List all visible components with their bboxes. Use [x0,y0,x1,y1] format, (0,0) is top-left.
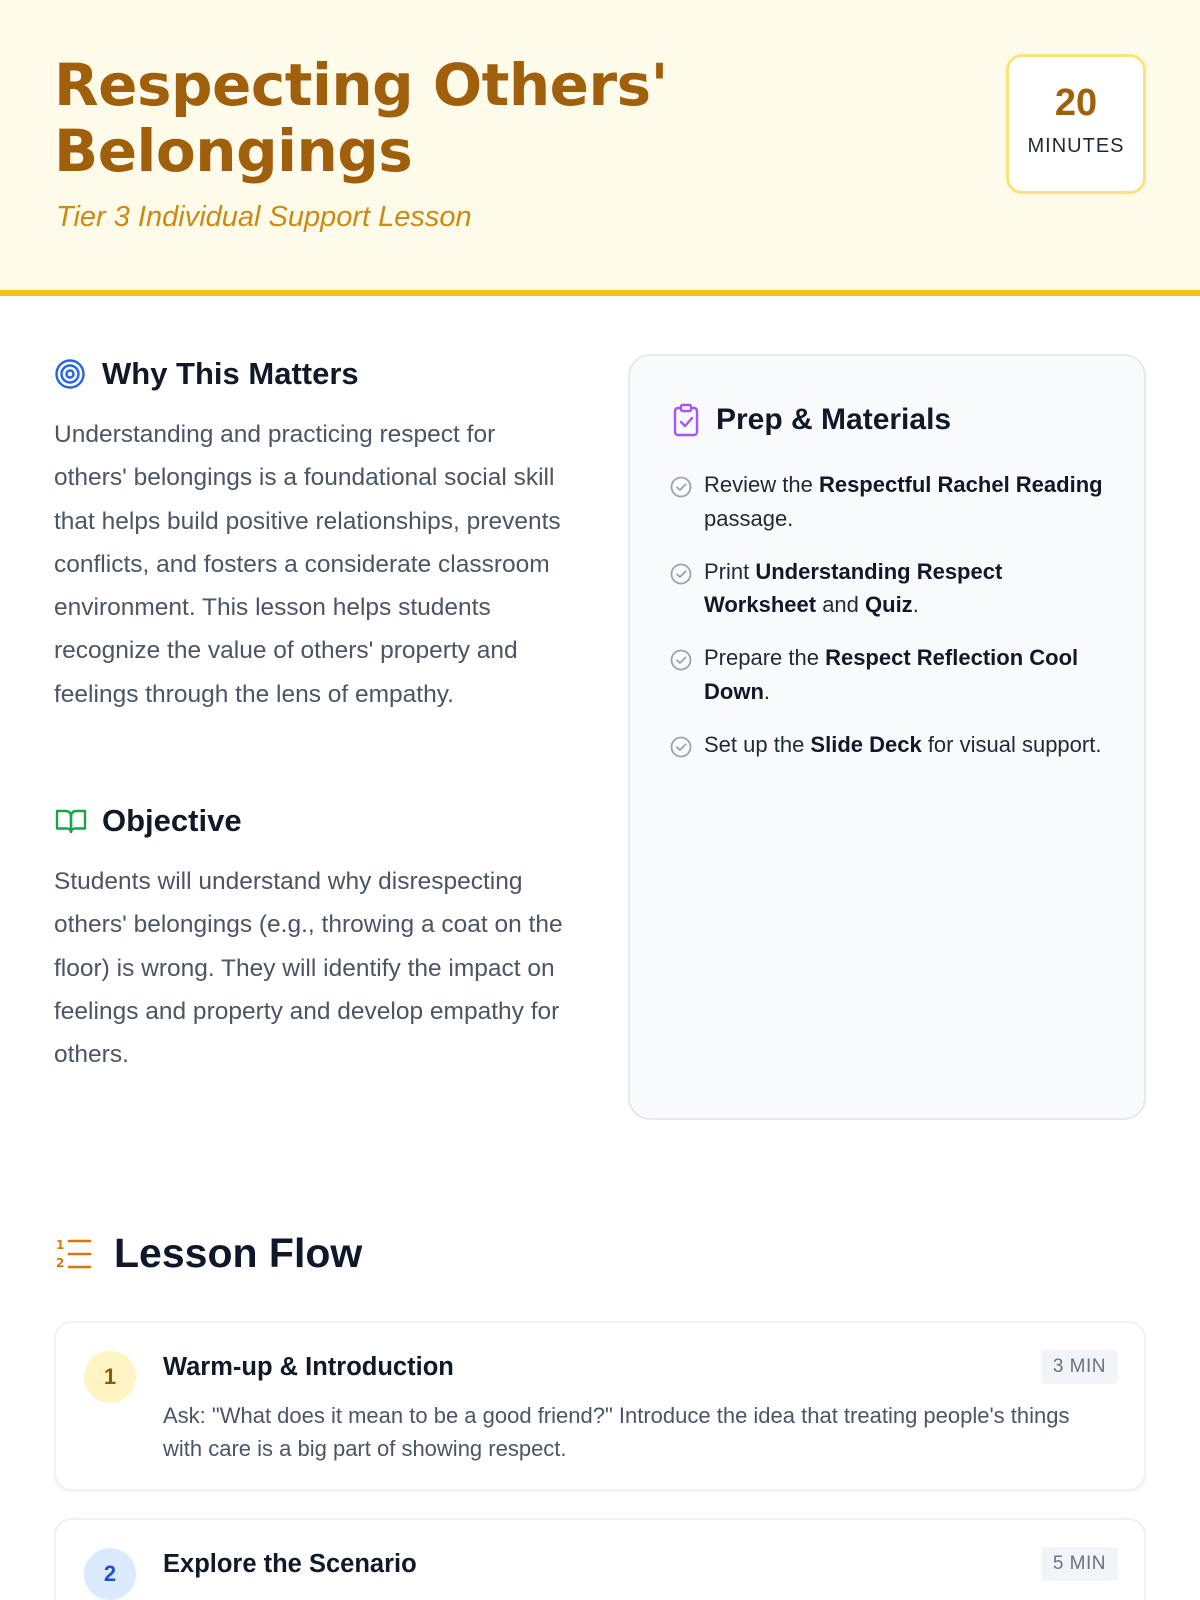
lesson-flow-label: Lesson Flow [114,1230,363,1276]
prep-item-emphasis: Respect Reflection Cool Down [704,645,1079,704]
objective-label: Objective [102,803,242,838]
open-book-icon [54,804,88,838]
prep-item-emphasis: Quiz [865,592,913,617]
prep-materials-list [670,468,1110,781]
lesson-step-card [54,1518,1146,1600]
prep-item-text: . [763,678,771,704]
prep-item-text: . [912,592,919,617]
duration-unit: MINUTES [1027,135,1125,157]
why-this-matters-text: Understanding and practicing respect for others' belongings is a foundational social skill that helps build positive relationships, prevents conflicts, and fosters a considerate classroom environment. This lesson helps students recognize the value of others' property and feelings through the lens of empathy. [54,421,561,708]
clipboard-check-icon [670,402,702,438]
lesson-flow-heading [54,1230,362,1277]
step-number: 2 [84,1548,136,1600]
check-circle-icon [670,649,692,671]
objective-heading [54,803,242,839]
prep-item [670,468,1110,535]
objective-text: Students will understand why disrespecting others' belongings (e.g., throwing a coat on the floor) is wrong. They will identify the impact on feelings and property and develop empathy for others. [54,868,563,1069]
prep-materials-card [628,354,1146,1120]
prep-item-text: Print [704,558,756,584]
step-description: Ask: "What does it mean to be a good friend?" Introduce the idea that treating people's things with care is a big part of showing respect. [163,1403,1070,1461]
check-circle-icon [670,736,692,758]
target-icon [54,357,88,391]
prep-item-text: and [816,592,866,617]
duration-value: 20 [1054,82,1098,124]
prep-item-text: for visual support. [921,731,1102,757]
check-circle-icon [670,476,692,498]
prep-item-text: Set up the [704,731,811,757]
prep-item-text: Review the [704,472,819,497]
svg-text:2: 2 [56,1255,65,1270]
lesson-header [0,0,1200,296]
duration-badge [1006,54,1146,194]
numbered-list-icon [54,1236,94,1272]
step-number: 1 [84,1351,136,1403]
prep-materials-heading [670,402,951,438]
prep-item [670,641,1110,708]
step-title: Explore the Scenario [163,1550,417,1578]
step-title: Warm-up & Introduction [163,1353,454,1381]
page-title: Respecting Others' Belongings [54,51,668,185]
prep-item-text: Prepare the [704,645,826,670]
page-subtitle: Tier 3 Individual Support Lesson [56,201,472,233]
prep-item-emphasis: Understanding Respect Worksheet [704,558,1003,617]
step-duration-badge: 3 MIN [1041,1350,1118,1384]
prep-item [670,728,1110,762]
lesson-step-card [54,1321,1146,1491]
why-this-matters-heading [54,356,359,392]
check-circle-icon [670,563,692,585]
prep-item [670,555,1110,622]
svg-text:1: 1 [56,1237,65,1252]
step-duration-badge: 5 MIN [1041,1547,1118,1581]
prep-item-emphasis: Respectful Rachel Reading [818,472,1103,497]
prep-item-emphasis: Slide Deck [810,731,922,757]
prep-item-text: passage. [704,505,794,531]
why-this-matters-label: Why This Matters [102,356,359,391]
prep-materials-label: Prep & Materials [716,403,952,436]
